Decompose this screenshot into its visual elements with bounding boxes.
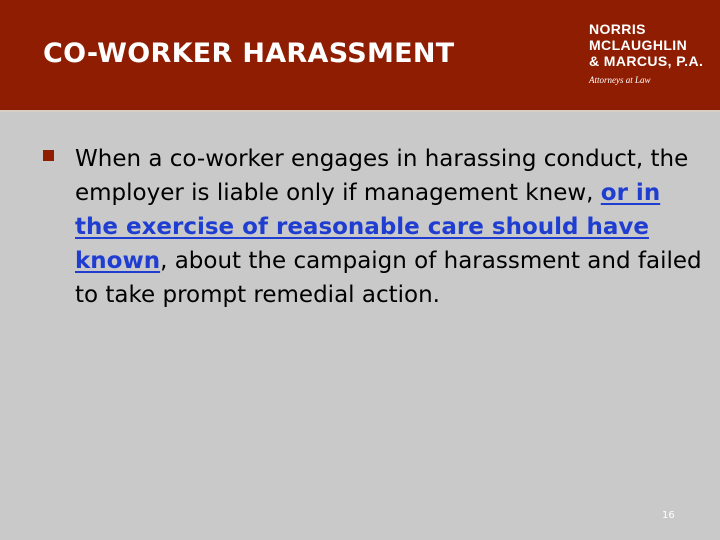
slide-title: CO-WORKER HARASSMENT <box>43 38 455 69</box>
logo-line-3: & MARCUS, P.A. <box>589 53 704 69</box>
bullet-text-after: , about the campaign of harassment and failed to take prompt remedial action. <box>75 248 702 308</box>
logo-line-1: NORRIS <box>589 21 646 37</box>
bullet-text <box>75 142 705 312</box>
logo-tagline: Attorneys at Law <box>589 75 651 85</box>
bullet-square-icon <box>43 150 54 161</box>
page-number: 16 <box>662 510 675 521</box>
bullet-text-before: When a co-worker engages in harassing conduct, the employer is liable only if management knew, <box>75 146 689 206</box>
logo-line-2: MCLAUGHLIN <box>589 37 688 53</box>
bullet-text-emphasis: or in the exercise of reasonable care should have known <box>75 180 661 274</box>
firm-logo <box>589 21 709 85</box>
slide-header <box>0 0 720 112</box>
